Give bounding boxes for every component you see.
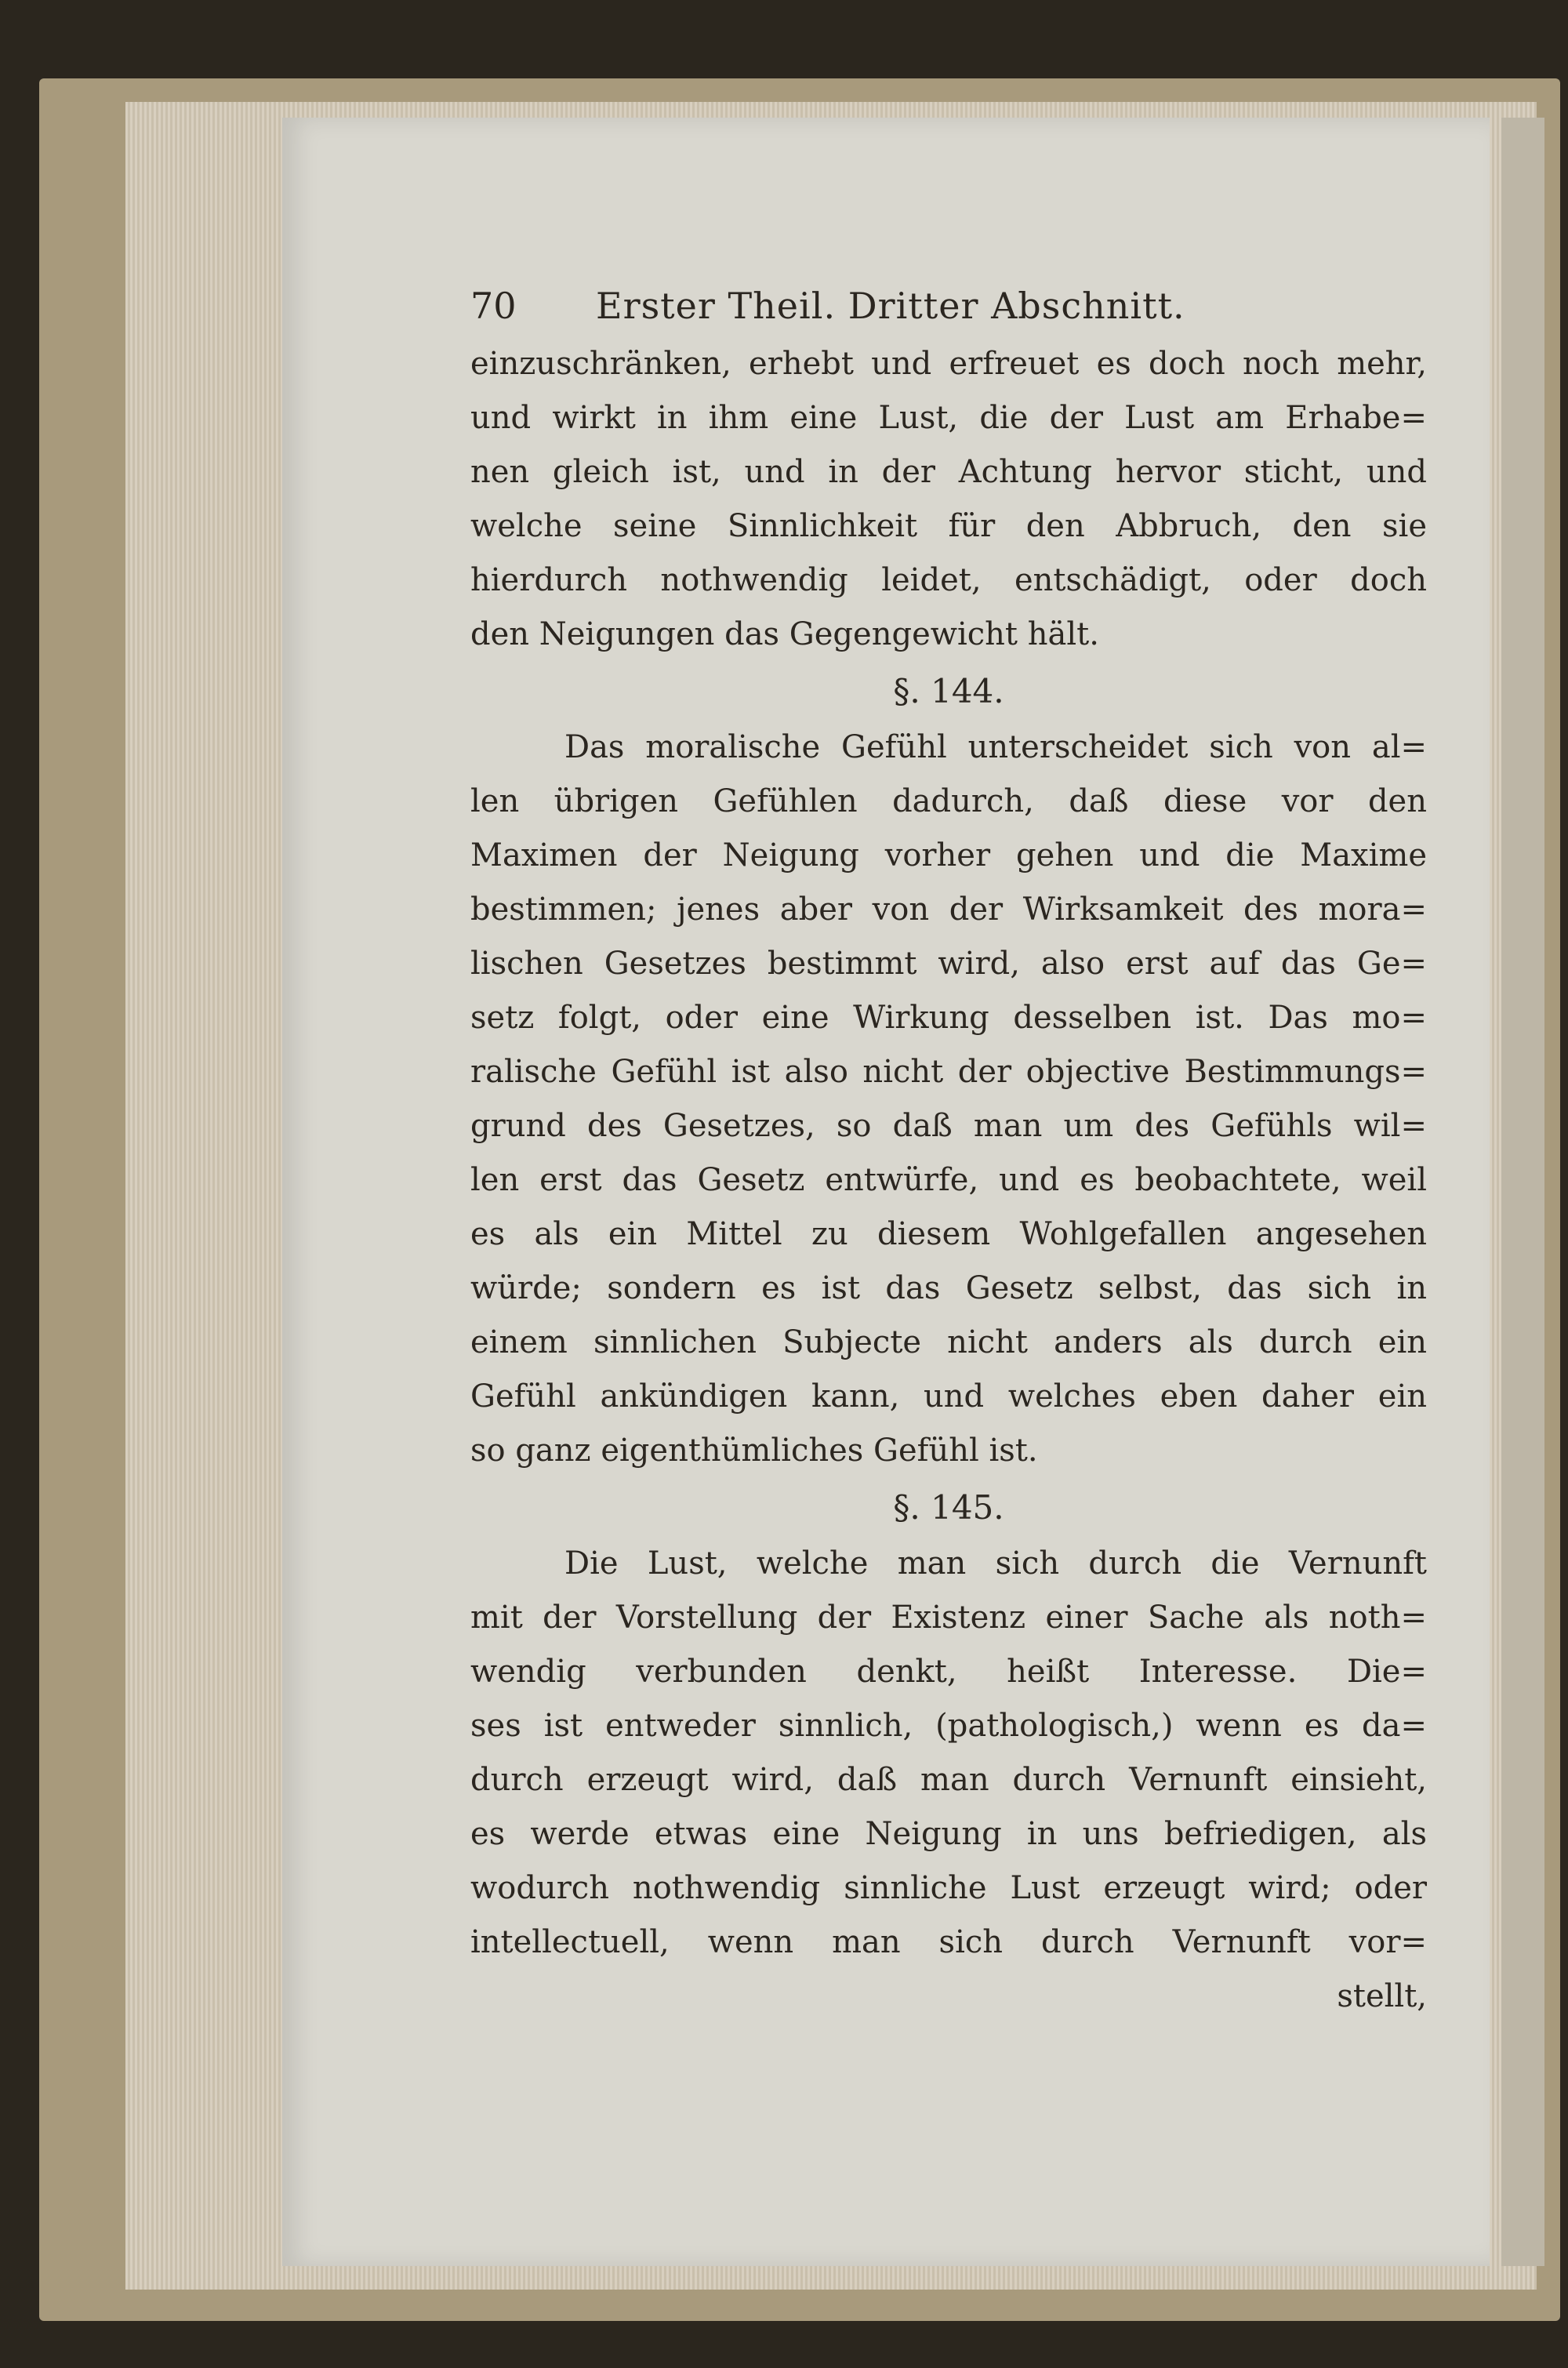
text-line: setz folgt, oder eine Wirkung desselben ist. Das mo= — [470, 1000, 1427, 1036]
text-line: len übrigen Gefühlen dadurch, daß diese vor den — [470, 783, 1427, 819]
text-line: Die Lust, welche man sich durch die Vernunft — [564, 1545, 1427, 1582]
text-line: lischen Gesetzes bestimmt wird, also erst auf das Ge= — [470, 946, 1427, 982]
page-number: 70 — [470, 285, 517, 327]
text-line: den Neigungen das Gegengewicht hält. — [470, 616, 1099, 652]
text-line: grund des Gesetzes, so daß man um des Gefühls wil= — [470, 1108, 1427, 1144]
catchword: stellt, — [1337, 1978, 1427, 2014]
text-line: wendig verbunden denkt, heißt Interesse. Die= — [470, 1654, 1427, 1690]
paragraph-2 — [470, 721, 1427, 1478]
section-heading-144: §. 144. — [893, 672, 1004, 710]
text-line: len erst das Gesetz entwürfe, und es beobachtete, weil — [470, 1162, 1427, 1198]
text-line: bestimmen; jenes aber von der Wirksamkeit des mora= — [470, 892, 1427, 928]
page-text — [470, 274, 1427, 2024]
text-line: hierdurch nothwendig leidet, entschädigt, oder doch — [470, 562, 1427, 598]
text-line: Das moralische Gefühl unterscheidet sich von al= — [564, 729, 1427, 765]
page-header — [470, 274, 1427, 337]
text-line: und wirkt in ihm eine Lust, die der Lust am Erhabe= — [470, 400, 1427, 436]
text-line: ralische Gefühl ist also nicht der objective Bestimmungs= — [470, 1054, 1427, 1090]
text-line: einem sinnlichen Subjecte nicht anders als durch ein — [470, 1324, 1427, 1360]
text-line: würde; sondern es ist das Gesetz selbst, das sich in — [470, 1270, 1427, 1306]
text-line: welche seine Sinnlichkeit für den Abbruch, den sie — [470, 508, 1427, 544]
text-line: mit der Vorstellung der Existenz einer Sache als noth= — [470, 1600, 1427, 1636]
paragraph-3 — [470, 1537, 1427, 1970]
text-line: wodurch nothwendig sinnliche Lust erzeugt wird; oder — [470, 1870, 1427, 1906]
paragraph-1 — [470, 337, 1427, 662]
text-line: durch erzeugt wird, daß man durch Vernunft einsieht, — [470, 1762, 1427, 1798]
text-line: nen gleich ist, und in der Achtung hervor sticht, und — [470, 454, 1427, 490]
text-line: Gefühl ankündigen kann, und welches eben daher ein — [470, 1378, 1427, 1415]
section-heading-145: §. 145. — [893, 1488, 1004, 1527]
text-line: es werde etwas eine Neigung in uns befriedigen, als — [470, 1816, 1427, 1852]
text-line: einzuschränken, erhebt und erfreuet es doch noch mehr, — [470, 346, 1427, 382]
text-line: ses ist entweder sinnlich, (pathologisch,) wenn es da= — [470, 1708, 1427, 1744]
text-line: so ganz eigenthümliches Gefühl ist. — [470, 1433, 1038, 1469]
running-title: Erster Theil. Dritter Abschnitt. — [596, 285, 1185, 327]
text-line: intellectuell, wenn man sich durch Vernunft vor= — [470, 1924, 1427, 1960]
facing-page-edge — [1501, 118, 1544, 2266]
text-line: es als ein Mittel zu diesem Wohlgefallen angesehen — [470, 1216, 1427, 1252]
text-line: Maximen der Neigung vorher gehen und die Maxime — [470, 837, 1427, 873]
